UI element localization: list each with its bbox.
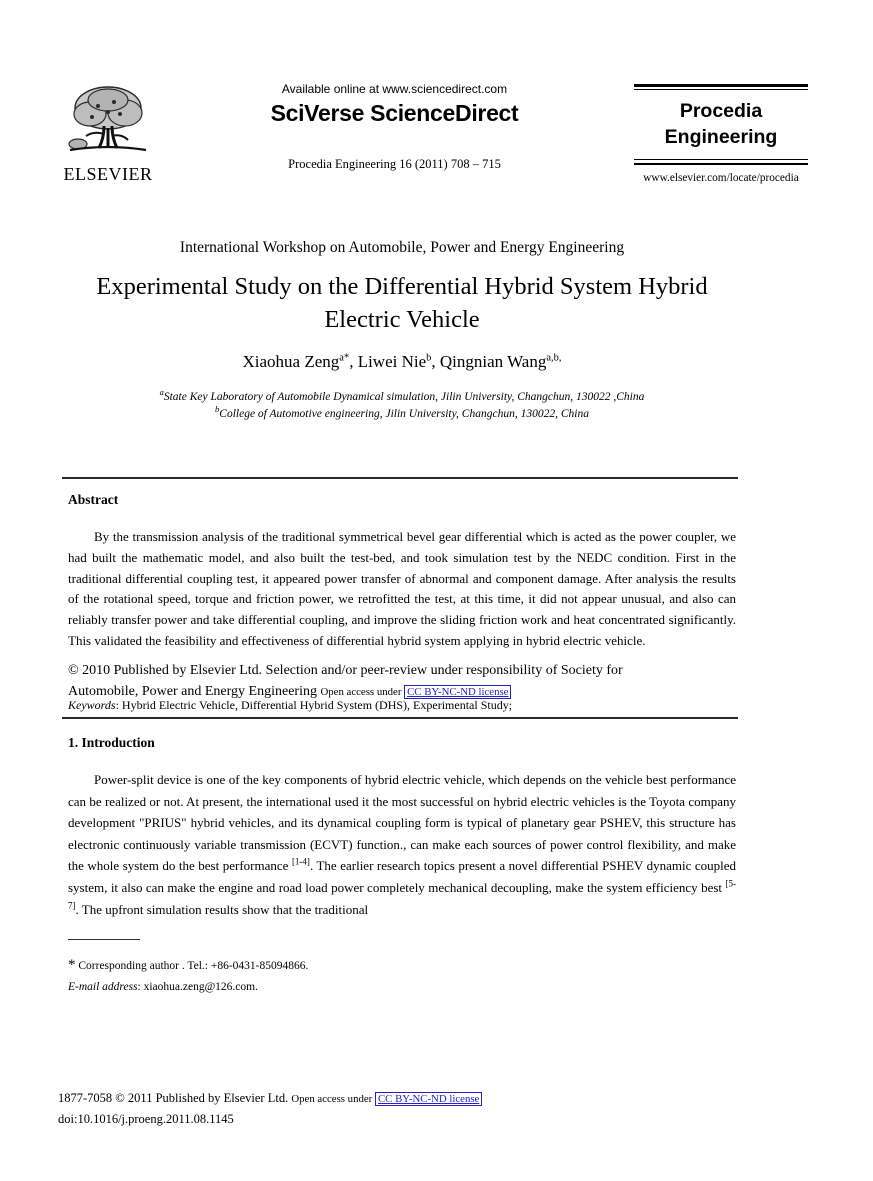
affiliation-a-text: State Key Laboratory of Automobile Dynamical simulation, Jilin University, Changchun, 130022 ,China <box>163 391 645 403</box>
introduction-text: . The earlier research topics present a novel differential PSHEV dynamic coupled system, it also can make the engine and road load power completely mechanical decoupling, make the system efficiency best <box>68 858 737 895</box>
masthead-rule-bottom-thin <box>634 159 808 160</box>
cc-license-link[interactable]: CC BY-NC-ND license <box>404 685 511 699</box>
author-2: Liwei Nie <box>357 352 427 371</box>
abstract-top-rule <box>62 477 738 479</box>
masthead-title-line2: Engineering <box>664 126 778 149</box>
footnote-line1 <box>68 955 588 977</box>
masthead-title-line1: Procedia <box>679 100 763 123</box>
keywords-label: Keywords <box>68 698 116 712</box>
open-access-text: Open access under <box>320 685 405 698</box>
email-label: E-mail address <box>68 981 138 993</box>
elsevier-logo <box>58 84 158 185</box>
keywords-text: : Hybrid Electric Vehicle, Differential Hybrid System (DHS), Experimental Study; <box>115 698 513 712</box>
copyright-block <box>68 661 788 702</box>
abstract-body: By the transmission analysis of the traditional symmetrical bevel gear differential which is acted as the power coupler, we had built the mathematic model, and also built the test-bed, and took simulation test by the NEDC condition. First in the traditional differential coupling test, it appeared power transfer of abnormal and component damage. After analysis the results of the rotational speed, torque and friction power, we retrofitted the test, at this time, it did not appear unusual, and also can reliably transfer power and take differential coupling, and improve the sliding friction work and heat concentrated significantly. This validated the feasibility and effectiveness of differential hybrid system applying in hybrid electric vehicle. <box>68 529 736 648</box>
masthead-title <box>634 90 808 159</box>
author-2-affil-sup: b <box>426 352 432 364</box>
keywords-line <box>68 698 736 713</box>
affiliation-a-sup: a <box>159 387 164 398</box>
citation-ref-1: [1-4] <box>291 857 310 868</box>
introduction-paragraph <box>68 769 736 920</box>
elsevier-tree-icon <box>62 84 154 158</box>
paper-title-line2: Electric Vehicle <box>324 305 480 333</box>
footer-line1 <box>58 1089 698 1110</box>
journal-url: www.elsevier.com/locate/procedia <box>643 172 799 185</box>
author-1: Xiaohua Zeng <box>242 352 340 371</box>
header-center <box>222 82 567 172</box>
asterisk-marker: * <box>68 957 76 973</box>
cc-license-link[interactable]: CC BY-NC-ND license <box>375 1092 482 1106</box>
doi-text: doi:10.1016/j.proeng.2011.08.1145 <box>58 1111 234 1126</box>
affiliation-a <box>68 389 736 406</box>
paper-title <box>68 271 736 336</box>
elsevier-wordmark: ELSEVIER <box>63 164 153 184</box>
footnote-email-line <box>68 977 588 998</box>
author-3-affil-sup: a,b, <box>546 352 562 364</box>
conference-title: International Workshop on Automobile, Power and Energy Engineering <box>179 239 625 256</box>
author-line <box>68 352 736 372</box>
author-1-affil-sup: a* <box>339 352 350 364</box>
introduction-text: Power-split device is one of the key components of hybrid electric vehicle, which depends on the vehicle best performance can be realized or not. At present, the international used it the most successful on hybrid electric vehicles is the Toyota company development "PRIUS" hybrid vehicles, and its dynamical coupling form is typical of planetary gear PSHEV, this structure has electronic continuously variable transmission (ECVT) function., can make each sources of power control flexibility, and make the whole system do the best performance <box>68 772 736 874</box>
issn-copyright-text: 1877-7058 © 2011 Published by Elsevier Ltd. <box>58 1091 292 1105</box>
page-footer <box>58 1089 698 1129</box>
footnote-rule <box>68 939 140 940</box>
author-separator: , <box>349 352 358 371</box>
author-separator: , <box>431 352 440 371</box>
affiliation-b-text: College of Automotive engineering, Jilin University, Changchun, 130022, China <box>219 407 589 420</box>
affiliation-b-sup: b <box>215 403 220 414</box>
citation-ref-2: [5-7] <box>68 878 736 911</box>
journal-masthead <box>634 84 808 184</box>
copyright-line1: © 2010 Published by Elsevier Ltd. Selection and/or peer-review under responsibility of Society for <box>68 663 623 678</box>
paper-title-line1: Experimental Study on the Differential Hybrid System Hybrid <box>96 273 708 300</box>
abstract-bottom-rule <box>62 717 738 719</box>
masthead-rule-bottom-thick <box>634 163 808 166</box>
open-access-text: Open access under <box>291 1093 375 1105</box>
available-online-text: Available online at www.sciencedirect.com <box>281 82 508 96</box>
sciverse-sciencedirect-logo: SciVerse ScienceDirect <box>270 100 519 126</box>
footnote-line1-text: Corresponding author . Tel.: +86-0431-85094866. <box>75 960 309 972</box>
masthead-rule-top-thick <box>634 84 808 87</box>
affiliation-b <box>68 403 736 423</box>
section-heading-introduction: 1. Introduction <box>68 735 155 750</box>
copyright-line2-text: Automobile, Power and Energy Engineering <box>68 683 321 699</box>
email-value: : xiaohua.zeng@126.com. <box>137 981 258 993</box>
abstract-heading: Abstract <box>68 492 119 507</box>
affiliations <box>68 389 736 422</box>
author-3: Qingnian Wang <box>439 352 547 371</box>
corresponding-author-footnote <box>68 955 588 998</box>
journal-reference: Procedia Engineering 16 (2011) 708 – 715 <box>288 157 501 171</box>
introduction-text: . The upfront simulation results show that the traditional <box>75 901 369 917</box>
